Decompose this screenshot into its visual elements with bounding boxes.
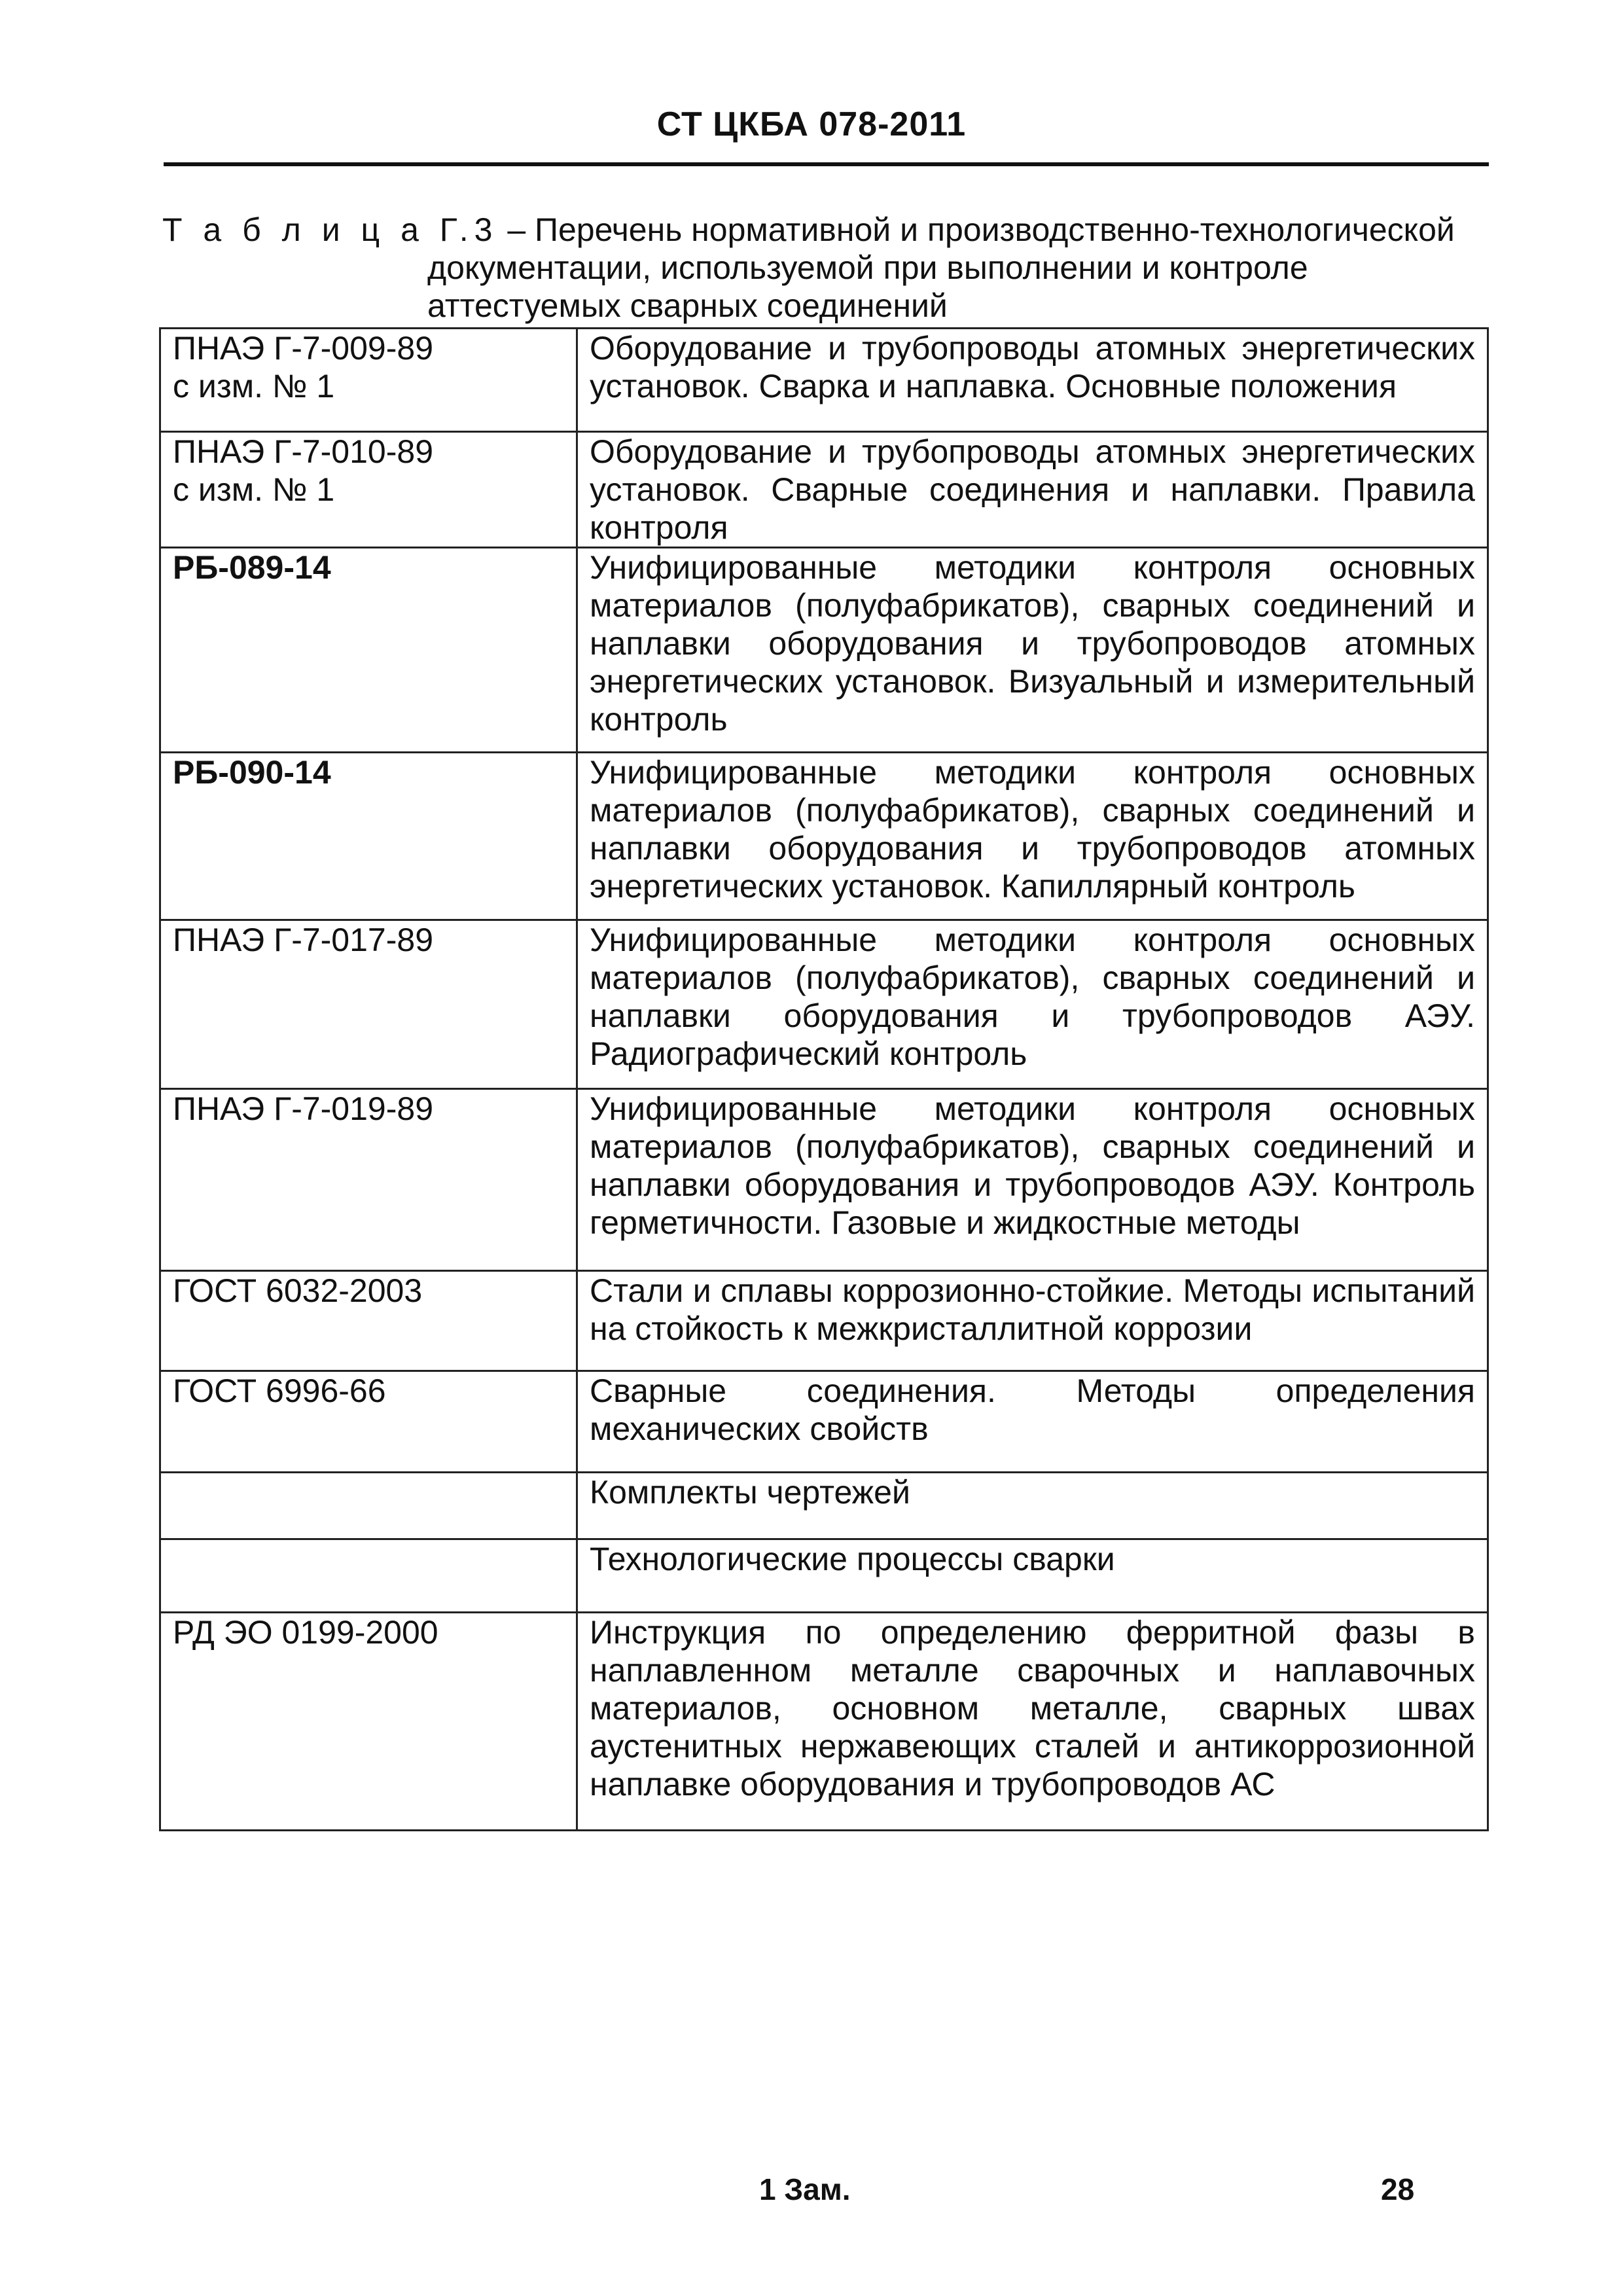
- document-description-cell: Оборудование и трубопроводы атомных энергетических установок. Сварка и наплавка. Основные положения: [577, 329, 1488, 432]
- document-description-cell: Стали и сплавы коррозионно-стойкие. Методы испытаний на стойкость к межкристаллитной коррозии: [577, 1271, 1488, 1371]
- document-code-cell: [160, 1539, 577, 1613]
- document-code-cell: ГОСТ 6032-2003: [160, 1271, 577, 1371]
- change-note: 1 Зам.: [759, 2172, 851, 2206]
- caption-title-line-2: документации, используемой при выполнении и контроле: [427, 249, 1308, 286]
- document-code-cell: РД ЭО 0199-2000: [160, 1613, 577, 1831]
- document-code-cell: ГОСТ 6996-66: [160, 1371, 577, 1473]
- table-row: [160, 920, 1488, 1089]
- caption-first-line: [162, 211, 1491, 249]
- table-row: [160, 1371, 1488, 1473]
- document-description-cell: Сварные соединения. Методы определения механических свойств: [577, 1371, 1488, 1473]
- document-description-cell: Комплекты чертежей: [577, 1473, 1488, 1539]
- table-row: [160, 1539, 1488, 1613]
- table-row: [160, 1089, 1488, 1271]
- documentation-table: [159, 327, 1489, 1831]
- document-description-cell: Унифицированные методики контроля основных материалов (полуфабрикатов), сварных соединений и наплавки оборудования и трубопроводов АЭУ. Контроль герметичности. Газовые и жидкостные методы: [577, 1089, 1488, 1271]
- document-code-cell: ПНАЭ Г-7-017-89: [160, 920, 577, 1089]
- document-code-cell: РБ-090-14: [160, 753, 577, 920]
- document-description-cell: Унифицированные методики контроля основных материалов (полуфабрикатов), сварных соединений и наплавки оборудования и трубопроводов АЭУ. Радиографический контроль: [577, 920, 1488, 1089]
- document-code-cell: ПНАЭ Г-7-009-89 с изм. № 1: [160, 329, 577, 432]
- table-row: [160, 753, 1488, 920]
- document-description-cell: Инструкция по определению ферритной фазы в наплавленном металле сварочных и наплавочных материалов, основном металле, сварных швах аустенитных нержавеющих сталей и антикоррозионной наплавке оборудования и трубопроводов АС: [577, 1613, 1488, 1831]
- document-code-cell: [160, 1473, 577, 1539]
- document-description-cell: Оборудование и трубопроводы атомных энергетических установок. Сварные соединения и наплавки. Правила контроля: [577, 432, 1488, 548]
- table-row: [160, 548, 1488, 753]
- caption-title-line-3: аттестуемых сварных соединений: [427, 287, 948, 324]
- header-rule: [164, 162, 1489, 166]
- caption-dash: –: [498, 211, 535, 248]
- table-row: [160, 1271, 1488, 1371]
- document-code-cell: ПНАЭ Г-7-010-89 с изм. № 1: [160, 432, 577, 548]
- document-code-cell: РБ-089-14: [160, 548, 577, 753]
- document-description-cell: Унифицированные методики контроля основных материалов (полуфабрикатов), сварных соединений и наплавки оборудования и трубопроводов атомных энергетических установок. Капиллярный контроль: [577, 753, 1488, 920]
- caption-title-line-1: Перечень нормативной и производственно-технологической: [535, 211, 1455, 248]
- table-row: [160, 1473, 1488, 1539]
- table-row: [160, 1613, 1488, 1831]
- document-code-cell: ПНАЭ Г-7-019-89: [160, 1089, 577, 1271]
- document-description-cell: Технологические процессы сварки: [577, 1539, 1488, 1613]
- document-header: СТ ЦКБА 078-2011: [656, 105, 967, 143]
- page-number: 28: [1381, 2172, 1415, 2206]
- document-description-cell: Унифицированные методики контроля основных материалов (полуфабрикатов), сварных соединений и наплавки оборудования и трубопроводов атомных энергетических установок. Визуальный и измерительный контроль: [577, 548, 1488, 753]
- caption-label: Т а б л и ц а Г.3: [162, 211, 499, 248]
- table-row: [160, 432, 1488, 548]
- table-caption: [162, 211, 1491, 325]
- table-row: [160, 329, 1488, 432]
